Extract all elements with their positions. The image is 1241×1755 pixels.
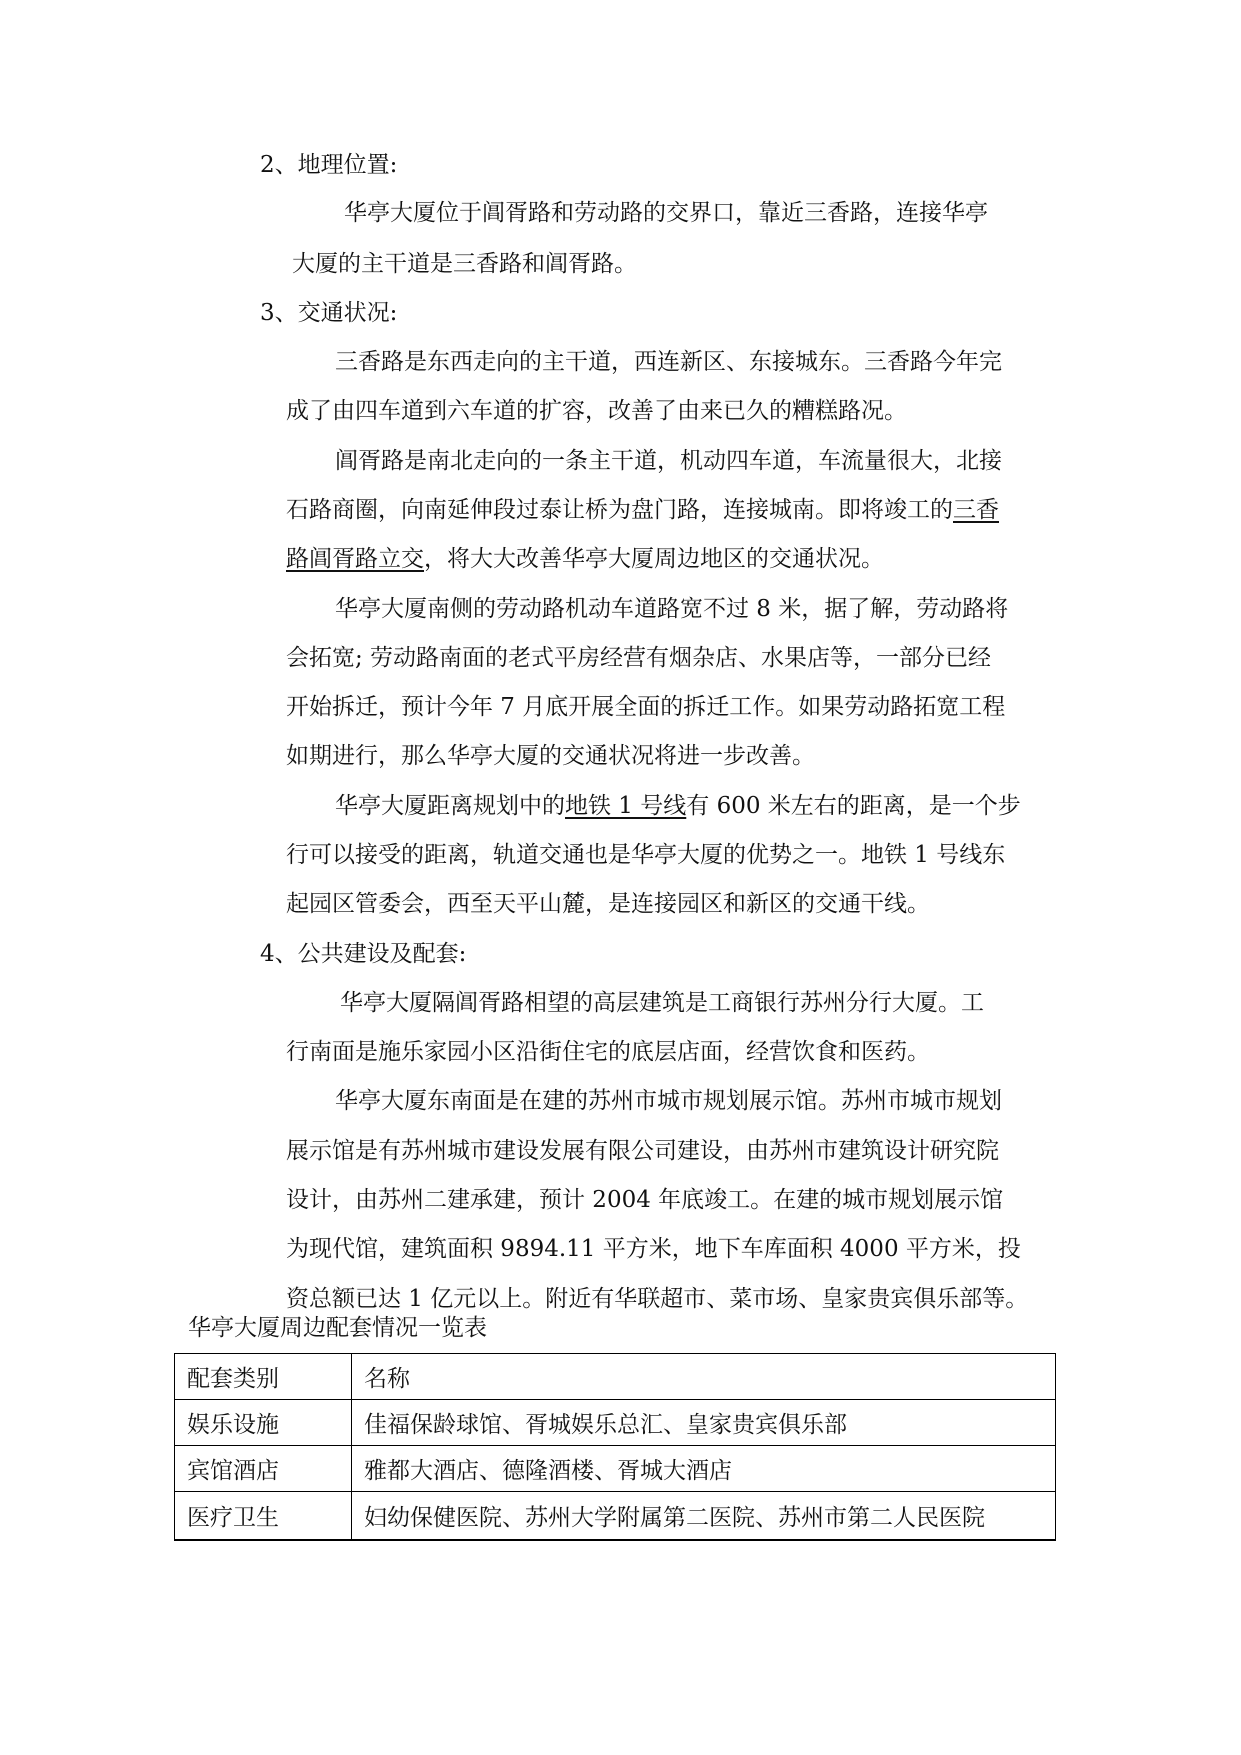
paragraph-line: 设计，由苏州二建承建，预计 2004 年底竣工。在建的城市规划展示馆	[286, 1187, 1004, 1213]
table-row	[175, 1446, 1056, 1492]
table-cell-category: 医疗卫生	[175, 1492, 352, 1541]
paragraph-line: 开始拆迁，预计今年 7 月底开展全面的拆迁工作。如果劳动路拓宽工程	[286, 694, 1006, 720]
table-header-row	[175, 1354, 1056, 1400]
table-cell-names: 妇幼保健医院、苏州大学附属第二医院、苏州市第二人民医院	[352, 1492, 1056, 1541]
paragraph-line: 大厦的主干道是三香路和阊胥路。	[292, 251, 637, 277]
paragraph-line: 会拓宽; 劳动路南面的老式平房经营有烟杂店、水果店等，一部分已经	[286, 645, 992, 671]
paragraph-line: 阊胥路是南北走向的一条主干道，机动四车道，车流量很大，北接	[335, 448, 1002, 474]
section-heading-traffic: 3、交通状况:	[260, 300, 398, 326]
facilities-table	[174, 1353, 1056, 1541]
paragraph-line: 华亭大厦隔阊胥路相望的高层建筑是工商银行苏州分行大厦。工	[340, 990, 984, 1016]
paragraph-line: 行南面是施乐家园小区沿街住宅的底层店面，经营饮食和医药。	[286, 1039, 930, 1065]
paragraph-line: 起园区管委会，西至天平山麓，是连接园区和新区的交通干线。	[286, 891, 930, 917]
underlined-term-interchange: 三香	[953, 497, 999, 523]
paragraph-line	[335, 791, 1021, 821]
paragraph-text: 华亭大厦距离规划中的	[335, 793, 565, 819]
table-header-cell: 配套类别	[175, 1354, 352, 1400]
table-cell-category: 宾馆酒店	[175, 1446, 352, 1492]
paragraph-line: 如期进行，那么华亭大厦的交通状况将进一步改善。	[286, 743, 815, 769]
paragraph-line: 三香路是东西走向的主干道，西连新区、东接城东。三香路今年完	[335, 349, 1002, 375]
table-header-cell: 名称	[352, 1354, 1056, 1400]
paragraph-line: 华亭大厦南侧的劳动路机动车道路宽不过 8 米，据了解，劳动路将	[335, 596, 1009, 622]
paragraph-line: 行可以接受的距离，轨道交通也是华亭大厦的优势之一。地铁 1 号线东	[286, 842, 1006, 868]
underlined-term-interchange: 路阊胥路立交	[286, 546, 424, 572]
paragraph-text: 有 600 米左右的距离，是一个步	[686, 793, 1021, 819]
paragraph-text: ，将大大改善华亭大厦周边地区的交通状况。	[424, 546, 884, 572]
table-caption: 华亭大厦周边配套情况一览表	[188, 1315, 487, 1341]
paragraph-line: 华亭大厦位于阊胥路和劳动路的交界口，靠近三香路，连接华亭	[344, 200, 988, 226]
paragraph-line: 华亭大厦东南面是在建的苏州市城市规划展示馆。苏州市城市规划	[335, 1088, 1002, 1114]
paragraph-line	[286, 495, 999, 525]
paragraph-line: 展示馆是有苏州城市建设发展有限公司建设，由苏州市建筑设计研究院	[286, 1138, 999, 1164]
section-heading-location: 2、地理位置:	[260, 152, 398, 178]
paragraph-text: 石路商圈，向南延伸段过泰让桥为盘门路，连接城南。即将竣工的	[286, 497, 953, 523]
paragraph-line: 资总额已达 1 亿元以上。附近有华联超市、菜市场、皇家贵宾俱乐部等。	[286, 1286, 1029, 1312]
table-row	[175, 1492, 1056, 1541]
paragraph-line: 成了由四车道到六车道的扩容，改善了由来已久的糟糕路况。	[286, 398, 907, 424]
paragraph-line: 为现代馆，建筑面积 9894.11 平方米，地下车库面积 4000 平方米，投	[286, 1236, 1021, 1262]
underlined-term-metro: 地铁 1 号线	[565, 793, 687, 819]
table-cell-names: 佳福保龄球馆、胥城娱乐总汇、皇家贵宾俱乐部	[352, 1400, 1056, 1446]
table-cell-category: 娱乐设施	[175, 1400, 352, 1446]
table-cell-names: 雅都大酒店、德隆酒楼、胥城大酒店	[352, 1446, 1056, 1492]
paragraph-line	[286, 544, 884, 574]
section-heading-public-facilities: 4、公共建设及配套:	[260, 941, 467, 967]
table-row	[175, 1400, 1056, 1446]
